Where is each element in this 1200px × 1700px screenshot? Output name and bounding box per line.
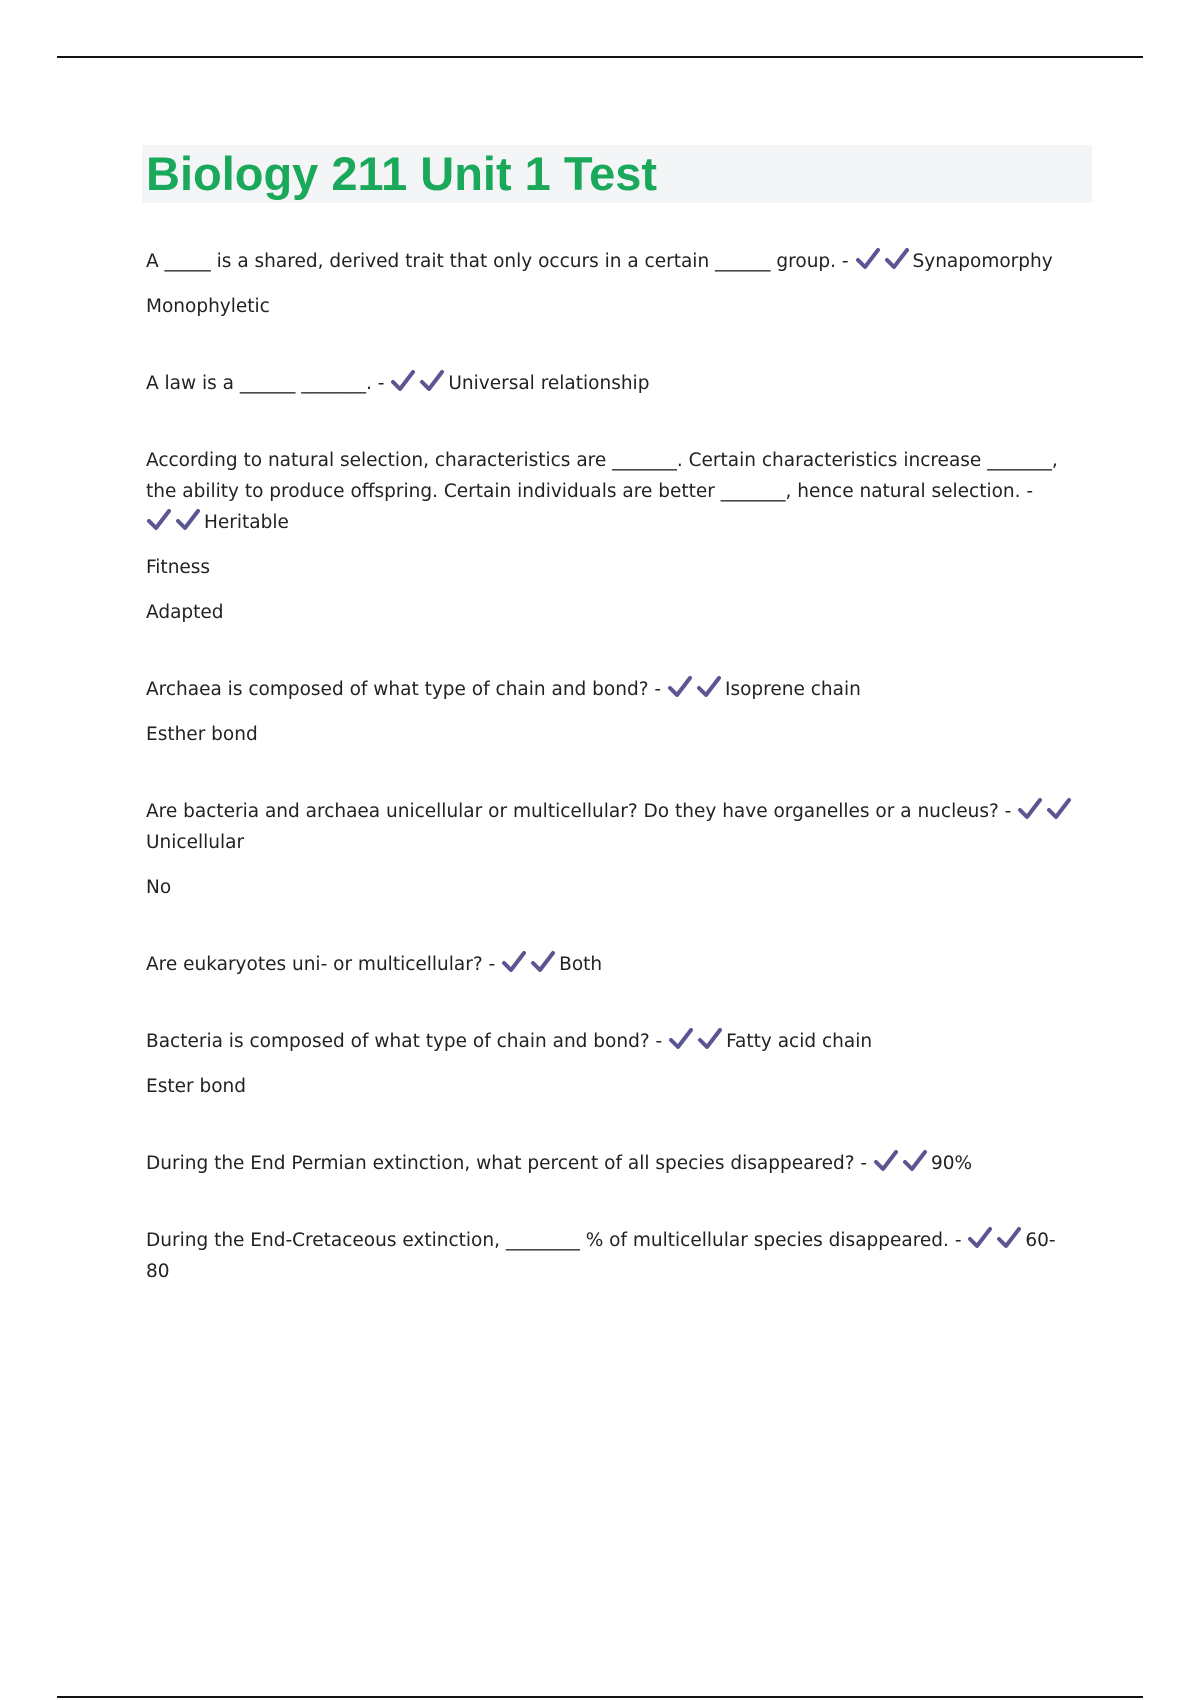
question-text bbox=[146, 1148, 1076, 1179]
checkmark-icon bbox=[902, 1149, 928, 1173]
checkmark-icon bbox=[1017, 797, 1043, 821]
bottom-rule bbox=[57, 1696, 1143, 1698]
answer-text: 60-80 bbox=[146, 1230, 1056, 1282]
checkmark-icon bbox=[667, 675, 693, 699]
checkmark-icon bbox=[967, 1226, 993, 1250]
question-label: Are bacteria and archaea unicellular or multicellular? Do they have organelles or a nucleus? - bbox=[146, 801, 1012, 822]
qa-item bbox=[146, 1225, 1076, 1287]
question-text bbox=[146, 949, 1076, 980]
answer-text: Fitness bbox=[146, 557, 211, 578]
correct-marks bbox=[146, 508, 201, 532]
qa-item bbox=[146, 796, 1076, 903]
question-text bbox=[146, 368, 1076, 399]
qa-item bbox=[146, 368, 1076, 399]
question-label: According to natural selection, characteristics are _______. Certain characteristics increase _______, the ability to produce offspring. Certain individuals are better _______, hence natural selection. - bbox=[146, 450, 1058, 502]
question-text bbox=[146, 1225, 1076, 1287]
answer-text: 90% bbox=[931, 1153, 973, 1174]
checkmark-icon bbox=[873, 1149, 899, 1173]
qa-item bbox=[146, 674, 1076, 750]
checkmark-icon bbox=[884, 247, 910, 271]
answer-text: Universal relationship bbox=[448, 373, 650, 394]
qa-item bbox=[146, 949, 1076, 980]
qa-list bbox=[146, 246, 1076, 1287]
checkmark-icon bbox=[668, 1027, 694, 1051]
question-label: During the End Permian extinction, what percent of all species disappeared? - bbox=[146, 1153, 868, 1174]
question-label: A law is a ______ _______. - bbox=[146, 373, 385, 394]
answer-text: Monophyletic bbox=[146, 296, 270, 317]
answer-text: Heritable bbox=[204, 512, 289, 533]
checkmark-icon bbox=[696, 675, 722, 699]
correct-marks bbox=[390, 369, 445, 393]
correct-marks bbox=[967, 1226, 1022, 1250]
answer-text: Synapomorphy bbox=[912, 251, 1053, 272]
checkmark-icon bbox=[855, 247, 881, 271]
page-title: Biology 211 Unit 1 Test bbox=[146, 147, 658, 200]
question-text bbox=[146, 1026, 1076, 1057]
correct-marks bbox=[1017, 797, 1072, 821]
top-rule bbox=[57, 56, 1143, 58]
checkmark-icon bbox=[996, 1226, 1022, 1250]
question-text bbox=[146, 796, 1076, 858]
checkmark-icon bbox=[501, 950, 527, 974]
checkmark-icon bbox=[175, 508, 201, 532]
qa-item bbox=[146, 445, 1076, 628]
answer-text: Adapted bbox=[146, 602, 224, 623]
answer-text: Ester bond bbox=[146, 1076, 246, 1097]
question-label: During the End-Cretaceous extinction, ________ % of multicellular species disappeared. - bbox=[146, 1230, 962, 1251]
checkmark-icon bbox=[697, 1027, 723, 1051]
question-label: Bacteria is composed of what type of chain and bond? - bbox=[146, 1031, 663, 1052]
answer-text: Fatty acid chain bbox=[726, 1031, 873, 1052]
question-text bbox=[146, 246, 1076, 277]
checkmark-icon bbox=[419, 369, 445, 393]
correct-marks bbox=[855, 247, 910, 271]
answer-text: No bbox=[146, 877, 172, 898]
question-label: A _____ is a shared, derived trait that only occurs in a certain ______ group. - bbox=[146, 251, 849, 272]
question-label: Archaea is composed of what type of chain and bond? - bbox=[146, 679, 662, 700]
correct-marks bbox=[667, 675, 722, 699]
answer-text: Both bbox=[559, 954, 603, 975]
question-label: Are eukaryotes uni- or multicellular? - bbox=[146, 954, 496, 975]
answer-text: Esther bond bbox=[146, 724, 258, 745]
checkmark-icon bbox=[1046, 797, 1072, 821]
checkmark-icon bbox=[530, 950, 556, 974]
checkmark-icon bbox=[146, 508, 172, 532]
answer-text: Isoprene chain bbox=[724, 679, 861, 700]
answer-text: Unicellular bbox=[146, 832, 245, 853]
qa-item bbox=[146, 1148, 1076, 1179]
qa-item bbox=[146, 1026, 1076, 1102]
question-text bbox=[146, 445, 1076, 538]
qa-item bbox=[146, 246, 1076, 322]
correct-marks bbox=[873, 1149, 928, 1173]
correct-marks bbox=[668, 1027, 723, 1051]
question-text bbox=[146, 674, 1076, 705]
checkmark-icon bbox=[390, 369, 416, 393]
correct-marks bbox=[501, 950, 556, 974]
